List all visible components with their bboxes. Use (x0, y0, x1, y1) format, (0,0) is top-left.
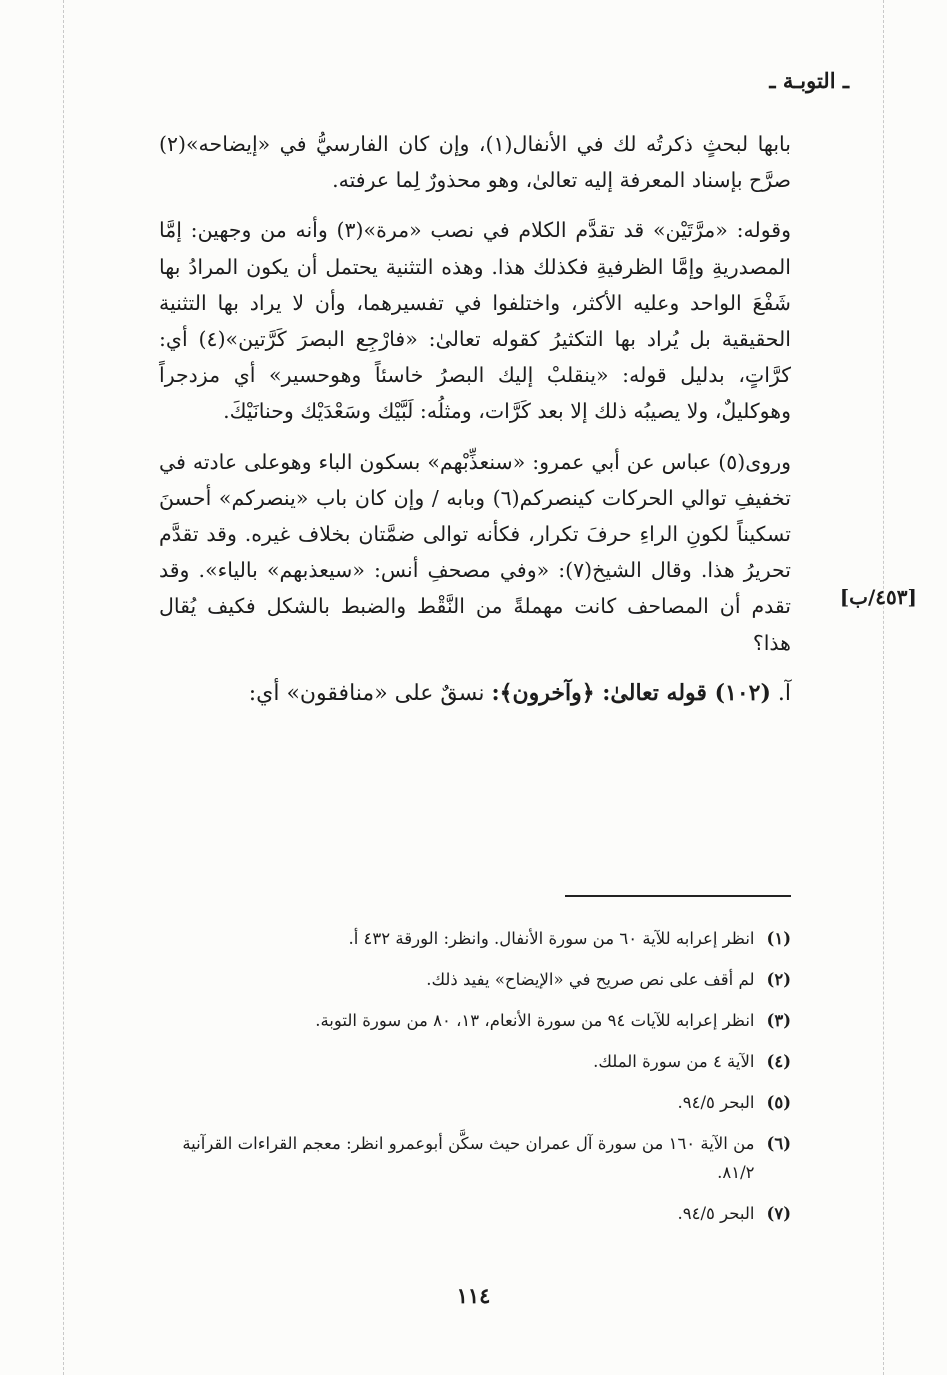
footnote-number: (٥) (766, 1093, 791, 1112)
footnote-number: (٣) (766, 1011, 791, 1030)
footnote-item (159, 1199, 791, 1228)
footnote-text: لم أقف على نص صريح في «الإيضاح» يفيد ذلك. (426, 970, 755, 989)
footnote-number: (٢) (766, 970, 791, 989)
footnote-text: الآية ٤ من سورة الملك. (593, 1052, 755, 1071)
verse-line-rest: نسقٌ على «منافقون» أي: (248, 680, 485, 706)
verse-line-bold: (١٠٢) قوله تعالىٰ: ﴿وآخرون﴾: (491, 679, 771, 706)
footnote-item (159, 1088, 791, 1117)
paragraph-1: بابها لبحثٍ ذكرتُه لك في الأنفال(١)، وإن كان الفارسيُّ في «إيضاحه»(٢) صرَّح بإسناد المعرفة إليه تعالىٰ، وهو محذورٌ لِما عرفته. (159, 132, 792, 193)
verse-line-prefix: آ. (777, 680, 791, 706)
footnote-number: (٧) (766, 1204, 791, 1223)
footnote-text: البحر ٩٤/٥. (677, 1204, 755, 1223)
footnote-text: انظر إعرابه للآيات ٩٤ من سورة الأنعام، ١٣، ٨٠ من سورة التوبة. (315, 1011, 755, 1030)
footnote-item (159, 1047, 791, 1076)
footnote-divider (565, 895, 791, 897)
verse-commentary-line (159, 675, 791, 712)
footnote-text: من الآية ١٦٠ من سورة آل عمران حيث سكَّن أبوعمرو انظر: معجم القراءات القرآنية ٨١/٢. (182, 1134, 755, 1182)
footnote-item (159, 924, 791, 953)
footnote-item (159, 965, 791, 994)
scan-guide-line-left (63, 0, 64, 1375)
main-text (159, 126, 791, 726)
footnote-item (159, 1129, 791, 1187)
paragraph-3: وروى(٥) عباس عن أبي عمرو: «سنعذِّبْهم» بسكون الباء وهوعلى عادته في تخفيفِ توالي الحركات كينصركم(٦) وبابه / وإن كان باب «ينصركم» أحسنَ تسكيناً لكونِ الراءِ حرفَ تكرار، فكأنه توالى ضمَّتان بخلاف غيره. وقد تقدَّم تحريرُ هذا. وقال الشيخ(٧): «وفي مصحفِ أنس: «سيعذبهم» بالياء». وقد تقدم أن المصاحف كانت مهملةً من النَّقْط والضبط بالشكل فكيف يُقال هذا؟ (159, 449, 791, 655)
footnote-number: (٦) (766, 1134, 791, 1153)
scan-guide-line-right (883, 0, 884, 1375)
footnote-text: البحر ٩٤/٥. (677, 1093, 755, 1112)
manuscript-folio-marker: [٤٥٣/ب] (839, 585, 917, 609)
page-number: ١١٤ (456, 1283, 491, 1308)
footnote-number: (٤) (766, 1052, 791, 1071)
footnote-number: (١) (766, 929, 791, 948)
footnote-item (159, 1006, 791, 1035)
footnotes-list (159, 924, 791, 1240)
running-header: ـ التوبـة ـ (769, 68, 849, 93)
paragraph-2: وقوله: «مرَّتَيْن» قد تقدَّم الكلام في نصب «مرة»(٣) وأنه من وجهين: إمَّا المصدريةِ وإمَّا الظرفيةِ فكذلك هذا. وهذه التثنية يحتمل أن يكون المرادُ بها شَفْعَ الواحد وعليه الأكثر، واختلفوا في تفسيرهما، وأن لا يراد بها التثنية الحقيقية بل يُراد بها التكثيرُ كقوله تعالىٰ: «فارْجِع البصرَ كَرَّتين»(٤) أي: كرَّاتٍ، بدليل قوله: «ينقلبْ إليك البصرُ خاسئاً وهوحسير» أي مزدجراً وهوكليلٌ، ولا يصيبُه ذلك إلا بعد كَرَّات، ومثلُه: لَبَّيْك وسَعْدَيْك وحنانَيْكَ. (159, 218, 791, 424)
footnote-text: انظر إعرابه للآية ٦٠ من سورة الأنفال. وانظر: الورقة ٤٣٢ أ. (348, 929, 755, 948)
